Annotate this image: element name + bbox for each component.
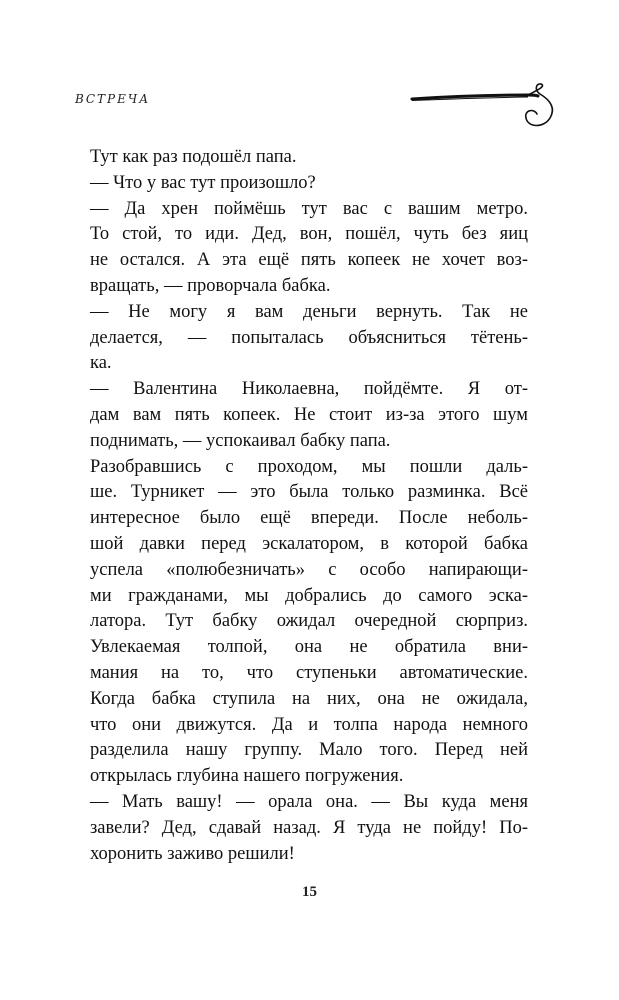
text-line: дам вам пять копеек. Не стоит из-за этого шум: [90, 404, 528, 425]
text-line: завели? Дед, сдавай назад. Я туда не пойду! По-: [90, 817, 528, 838]
text-line: разделила нашу группу. Мало того. Перед ней: [90, 740, 528, 761]
swirl-flourish-icon: [410, 82, 560, 134]
text-line: что они движутся. Да и толпа народа немного: [90, 714, 528, 735]
text-line: делается, — попыталась объясниться тётень-: [90, 327, 528, 348]
text-line: Когда бабка ступила на них, она не ожидала,: [90, 688, 528, 709]
text-line: открылась глубина нашего погружения.: [90, 766, 404, 787]
text-line: ка.: [90, 353, 112, 374]
text-line: мания на то, что ступеньки автоматические.: [90, 662, 528, 683]
running-head: ВСТРЕЧА: [75, 92, 151, 106]
text-line: хоронить заживо решили!: [90, 843, 295, 864]
text-line: поднимать, — успокаивал бабку папа.: [90, 430, 391, 451]
text-line: шой давки перед эскалатором, в которой бабка: [90, 533, 528, 554]
text-line: — Да хрен поймёшь тут вас с вашим метро.: [90, 198, 528, 219]
text-line: интересное было ещё впереди. После неболь-: [90, 508, 528, 529]
text-line: вращать, — проворчала бабка.: [90, 275, 331, 296]
page-number: 15: [302, 884, 317, 900]
text-line: ми гражданами, мы добрались до самого эска-: [90, 585, 528, 606]
text-line: Разобравшись с проходом, мы пошли даль-: [90, 456, 528, 477]
text-line: Тут как раз подошёл папа.: [90, 147, 297, 167]
text-line: Увлекаемая толпой, она не обратила вни-: [90, 637, 528, 658]
text-line: латора. Тут бабку ожидал очередной сюрприз.: [90, 611, 528, 632]
body-text: [90, 145, 528, 867]
text-line: — Не могу я вам деньги вернуть. Так не: [90, 301, 528, 322]
text-line: — Мать вашу! — орала она. — Вы куда меня: [90, 791, 528, 812]
text-line: — Валентина Николаевна, пойдёмте. Я от-: [90, 379, 528, 400]
text-line: ше. Турникет — это была только разминка. Всё: [90, 482, 528, 503]
text-line: не остался. А эта ещё пять копеек не хочет воз-: [90, 250, 528, 271]
text-line: То стой, то иди. Дед, вон, пошёл, чуть без яиц: [90, 224, 528, 245]
text-line: успела «полюбезничать» с особо напирающи-: [90, 559, 528, 580]
text-line: — Что у вас тут произошло?: [90, 172, 316, 193]
